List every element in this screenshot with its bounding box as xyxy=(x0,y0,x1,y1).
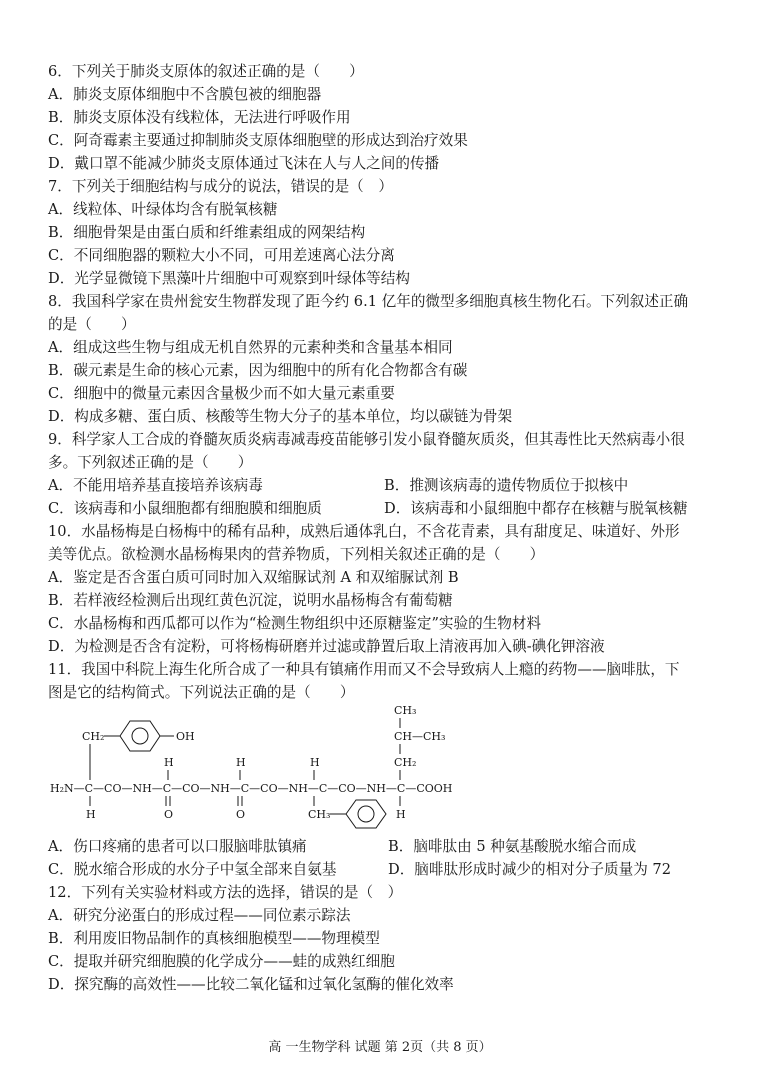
question-12-stem: 12．下列有关实验材料或方法的选择，错误的是（ ） xyxy=(48,884,403,901)
question-11-option-c: C．脱水缩合形成的水分子中氢全部来自氨基 xyxy=(48,861,337,878)
question-9-stem-line1: 9．科学家人工合成的脊髓灰质炎病毒减毒疫苗能够引发小鼠脊髓灰质炎，但其毒性比天然病毒小很 xyxy=(48,431,685,448)
struct-oh: OH xyxy=(176,730,195,743)
question-10-stem-line1: 10．水晶杨梅是白杨梅中的稀有品种，成熟后通体乳白，不含花青素，具有甜度足、味道好、外形 xyxy=(48,523,680,540)
struct-ch-ch3: CH—CH₃ xyxy=(394,730,446,743)
struct-o-c2: O xyxy=(164,808,174,821)
benzene-ring-bottom xyxy=(346,800,386,828)
benzene-ring-top xyxy=(120,721,160,751)
struct-h-c1-bottom: H xyxy=(86,808,96,821)
struct-backbone: H₂N—C—CO—NH—C—CO—NH—C—CO—NH—C—CO—NH—C—COOH xyxy=(50,782,453,795)
struct-ch2-right: CH₂ xyxy=(394,756,417,769)
question-7-option-d: D．光学显微镜下黑藻叶片细胞中可观察到叶绿体等结构 xyxy=(48,270,410,287)
question-11-stem-line2: 图是它的结构简式。下列说法正确的是（ ） xyxy=(48,684,355,701)
question-6-option-a: A．肺炎支原体细胞中不含膜包被的细胞器 xyxy=(48,86,322,103)
question-12-option-d: D．探究酶的高效性——比较二氧化锰和过氧化氢酶的催化效率 xyxy=(48,976,454,993)
question-9-option-d: D．该病毒和小鼠细胞中都存在核糖与脱氧核糖 xyxy=(384,500,688,517)
struct-ch3-top: CH₃ xyxy=(394,704,417,717)
question-9-option-a: A．不能用培养基直接培养该病毒 xyxy=(48,477,263,494)
struct-h-c2-top: H xyxy=(164,756,174,769)
question-8-stem-line1: 8．我国科学家在贵州瓮安生物群发现了距今约 6.1 亿年的微型多细胞真核生物化石。下列叙述正确 xyxy=(48,293,689,310)
question-11-option-d: D．脑啡肽形成时减少的相对分子质量为 72 xyxy=(388,861,672,878)
question-10-option-a: A．鉴定是否含蛋白质可同时加入双缩脲试剂 A 和双缩脲试剂 B xyxy=(48,569,459,586)
question-6-option-d: D．戴口罩不能减少肺炎支原体通过飞沫在人与人之间的传播 xyxy=(48,155,440,172)
question-8-option-a: A．组成这些生物与组成无机自然界的元素种类和含量基本相同 xyxy=(48,339,453,356)
question-12-option-c: C．提取并研究细胞膜的化学成分——蛙的成熟红细胞 xyxy=(48,953,395,970)
question-9-stem-line2: 多。下列叙述正确的是（ ） xyxy=(48,454,253,471)
struct-h-c4-top: H xyxy=(310,756,320,769)
question-12-option-b: B．利用废旧物品制作的真核细胞模型——物理模型 xyxy=(48,930,380,947)
question-6-option-b: B．肺炎支原体没有线粒体，无法进行呼吸作用 xyxy=(48,109,351,126)
question-8-option-d: D．构成多糖、蛋白质、核酸等生物大分子的基本单位，均以碳链为骨架 xyxy=(48,408,513,425)
benzene-ring-bottom-circle xyxy=(358,806,374,822)
page-footer: 高 一生物学科 试题 第 2页（共 8 页） xyxy=(268,1040,492,1055)
enkephalin-structure-diagram xyxy=(40,700,460,835)
question-7-option-a: A．线粒体、叶绿体均含有脱氧核糖 xyxy=(48,201,278,218)
struct-ch2-left: CH₂ xyxy=(82,730,105,743)
question-11-option-b: B．脑啡肽由 5 种氨基酸脱水缩合而成 xyxy=(388,838,637,855)
struct-o-c3: O xyxy=(236,808,246,821)
question-8-stem-line2: 的是（ ） xyxy=(48,316,136,333)
question-9-option-c: C．该病毒和小鼠细胞都有细胞膜和细胞质 xyxy=(48,500,322,517)
struct-ch3-bottom: CH₃ xyxy=(308,808,331,821)
question-7-stem: 7．下列关于细胞结构与成分的说法，错误的是（ ） xyxy=(48,178,393,195)
question-11-stem-line1: 11．我国中科院上海生化所合成了一种具有镇痛作用而又不会导致病人上瘾的药物——脑啡肽，下 xyxy=(48,661,680,678)
struct-h-c5-bottom: H xyxy=(396,808,406,821)
struct-h-c3-top: H xyxy=(236,756,246,769)
question-8-option-c: C．细胞中的微量元素因含量极少而不如大量元素重要 xyxy=(48,385,395,402)
question-6-stem: 6．下列关于肺炎支原体的叙述正确的是（ ） xyxy=(48,63,364,80)
question-7-option-b: B．细胞骨架是由蛋白质和纤维素组成的网架结构 xyxy=(48,224,366,241)
question-10-option-d: D．为检测是否含有淀粉，可将杨梅研磨并过滤或静置后取上清液再加入碘-碘化钾溶液 xyxy=(48,638,605,655)
question-8-option-b: B．碳元素是生命的核心元素，因为细胞中的所有化合物都含有碳 xyxy=(48,362,468,379)
benzene-ring-top-circle xyxy=(132,728,148,744)
question-9-option-b: B．推测该病毒的遗传物质位于拟核中 xyxy=(384,477,629,494)
question-12-option-a: A．研究分泌蛋白的形成过程——同位素示踪法 xyxy=(48,907,351,924)
question-10-stem-line2: 美等优点。欲检测水晶杨梅果肉的营养物质，下列相关叙述正确的是（ ） xyxy=(48,546,545,563)
question-7-option-c: C．不同细胞器的颗粒大小不同，可用差速离心法分离 xyxy=(48,247,395,264)
question-10-option-c: C．水晶杨梅和西瓜都可以作为“检测生物组织中还原糖鉴定”实验的生物材料 xyxy=(48,615,542,632)
question-11-option-a: A．伤口疼痛的患者可以口服脑啡肽镇痛 xyxy=(48,838,307,855)
question-6-option-c: C．阿奇霉素主要通过抑制肺炎支原体细胞壁的形成达到治疗效果 xyxy=(48,132,468,149)
question-10-option-b: B．若样液经检测后出现红黄色沉淀，说明水晶杨梅含有葡萄糖 xyxy=(48,592,453,609)
